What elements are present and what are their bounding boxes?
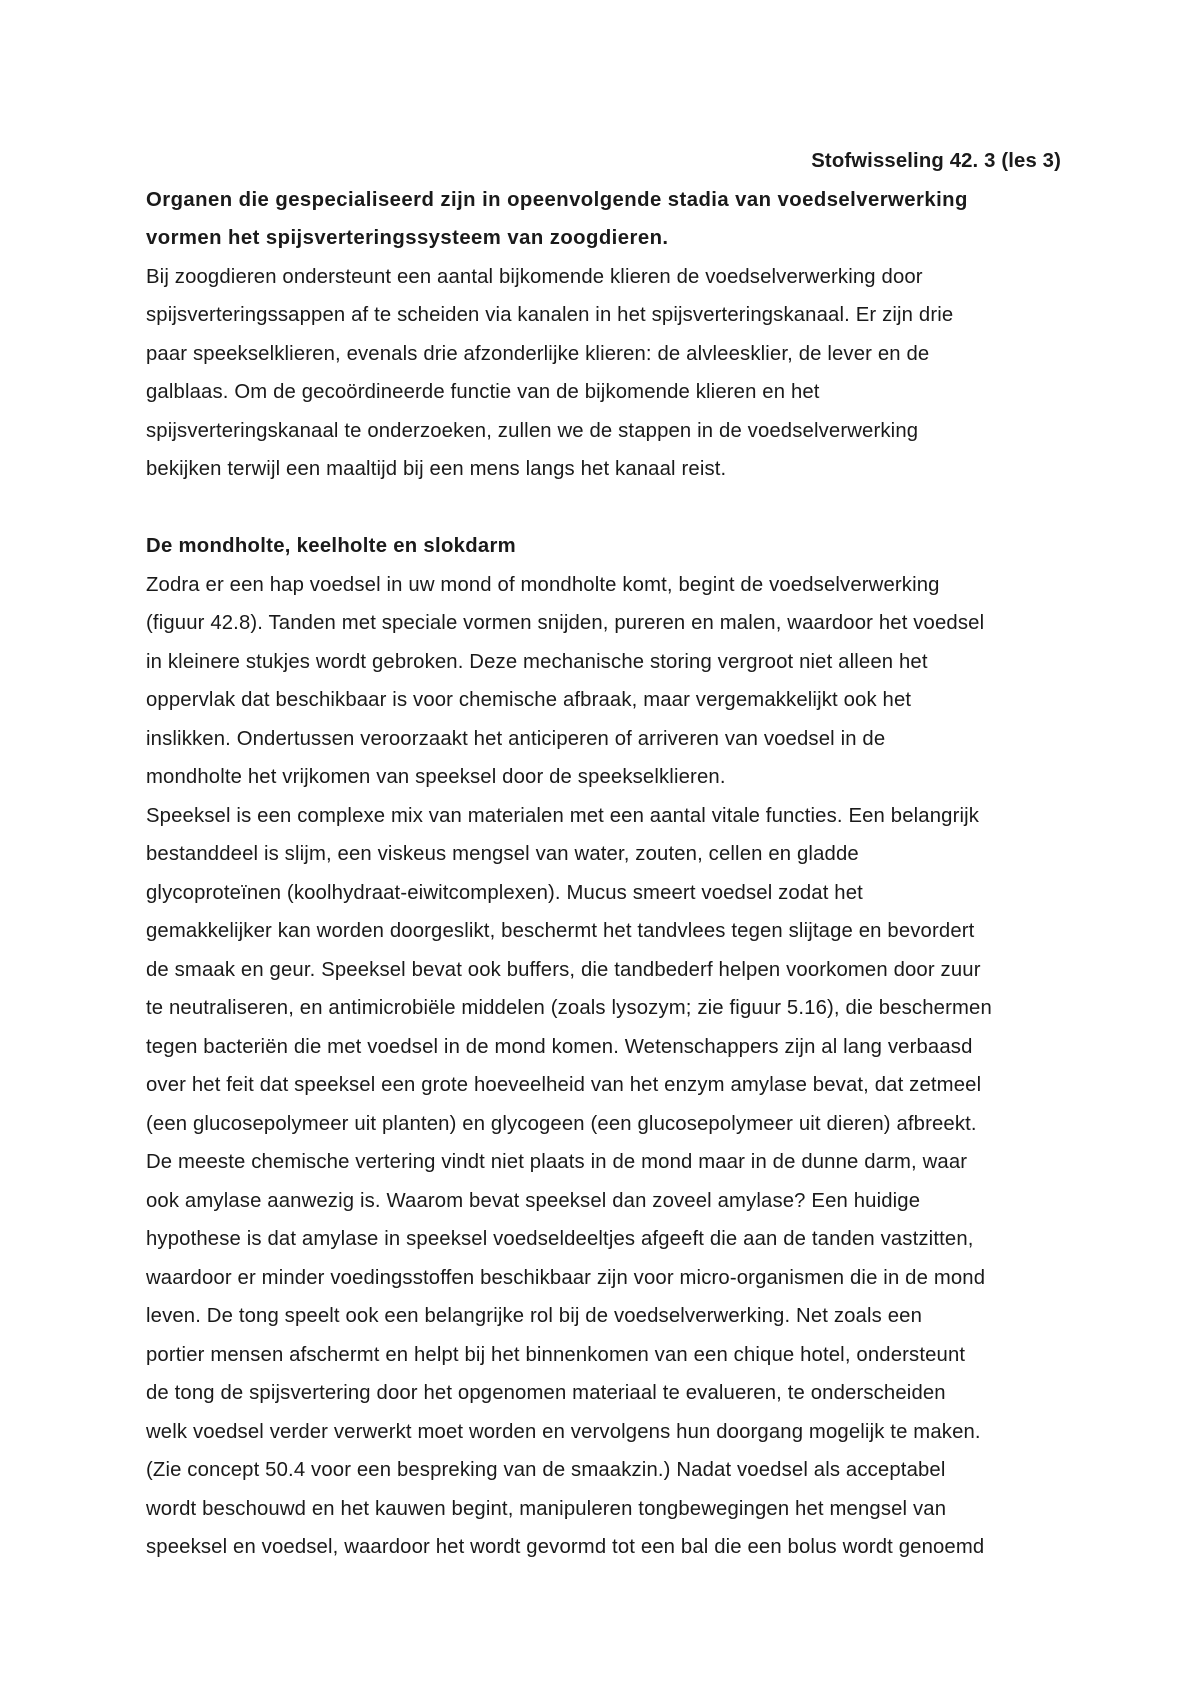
text-line: bestanddeel is slijm, een viskeus mengsel van water, zouten, cellen en gladde	[146, 843, 859, 865]
text-line: (een glucosepolymeer uit planten) en glycogeen (een glucosepolymeer uit dieren) afbreekt.	[146, 1112, 977, 1135]
text-line: de smaak en geur. Speeksel bevat ook buffers, die tandbederf helpen voorkomen door zuur	[146, 958, 981, 981]
text-line: hypothese is dat amylase in speeksel voedseldeeltjes afgeeft die aan de tanden vastzitten,	[146, 1228, 974, 1250]
section-paragraph-1	[146, 566, 1066, 797]
text-line: in kleinere stukjes wordt gebroken. Deze mechanische storing vergroot niet alleen het	[146, 650, 928, 673]
text-line: leven. De tong speelt ook een belangrijke rol bij de voedselverwerking. Net zoals een	[146, 1305, 922, 1327]
document-header: Stofwisseling 42. 3 (les 3)	[811, 150, 1061, 172]
text-line: (figuur 42.8). Tanden met speciale vormen snijden, pureren en malen, waardoor het voedsel	[146, 612, 985, 634]
text-line: gemakkelijker kan worden doorgeslikt, beschermt het tandvlees tegen slijtage en bevordert	[146, 920, 975, 942]
intro-heading-line: Organen die gespecialiseerd zijn in opeenvolgende stadia van voedselverwerking	[146, 188, 968, 211]
text-line: De meeste chemische vertering vindt niet plaats in de mond maar in de dunne darm, waar	[146, 1151, 968, 1173]
text-line: Zodra er een hap voedsel in uw mond of mondholte komt, begint de voedselverwerking	[146, 573, 940, 596]
text-line: oppervlak dat beschikbaar is voor chemische afbraak, maar vergemakkelijkt ook het	[146, 689, 912, 711]
text-line: welk voedsel verder verwerkt moet worden en vervolgens hun doorgang mogelijk te maken.	[146, 1420, 981, 1443]
intro-paragraph	[146, 258, 1066, 489]
section-heading: De mondholte, keelholte en slokdarm	[146, 535, 517, 557]
intro-heading	[146, 181, 1066, 258]
text-line: inslikken. Ondertussen veroorzaakt het anticiperen of arriveren van voedsel in de	[146, 727, 886, 750]
text-line: bekijken terwijl een maaltijd bij een mens langs het kanaal reist.	[146, 458, 727, 480]
text-line: mondholte het vrijkomen van speeksel door de speekselklieren.	[146, 766, 726, 788]
text-line: portier mensen afschermt en helpt bij het binnenkomen van een chique hotel, ondersteunt	[146, 1343, 966, 1366]
text-line: galblaas. Om de gecoördineerde functie van de bijkomende klieren en het	[146, 381, 820, 403]
text-line: over het feit dat speeksel een grote hoeveelheid van het enzym amylase bevat, dat zetmeel	[146, 1074, 982, 1096]
text-line: (Zie concept 50.4 voor een bespreking van de smaakzin.) Nadat voedsel als acceptabel	[146, 1459, 946, 1481]
text-line: tegen bacteriën die met voedsel in de mond komen. Wetenschappers zijn al lang verbaasd	[146, 1035, 973, 1058]
text-line: spijsverteringssappen af te scheiden via kanalen in het spijsverteringskanaal. Er zijn drie	[146, 304, 954, 326]
text-line: spijsverteringskanaal te onderzoeken, zullen we de stappen in de voedselverwerking	[146, 419, 919, 442]
text-line: te neutraliseren, en antimicrobiële middelen (zoals lysozym; zie figuur 5.16), die beschermen	[146, 997, 992, 1019]
section-paragraph-2	[146, 797, 1066, 1567]
text-line: ook amylase aanwezig is. Waarom bevat speeksel dan zoveel amylase? Een huidige	[146, 1189, 921, 1212]
intro-heading-line: vormen het spijsverteringssysteem van zoogdieren.	[146, 227, 669, 249]
text-line: paar speekselklieren, evenals drie afzonderlijke klieren: de alvleesklier, de lever en de	[146, 342, 930, 365]
text-line: speeksel en voedsel, waardoor het wordt gevormd tot een bal die een bolus wordt genoemd	[146, 1536, 985, 1558]
text-line: Speeksel is een complexe mix van materialen met een aantal vitale functies. Een belangrijk	[146, 804, 980, 827]
text-line: de tong de spijsvertering door het opgenomen materiaal te evalueren, te onderscheiden	[146, 1382, 946, 1404]
text-line: glycoproteïnen (koolhydraat-eiwitcomplexen). Mucus smeert voedsel zodat het	[146, 881, 863, 904]
document-page	[146, 142, 1066, 1567]
text-line: wordt beschouwd en het kauwen begint, manipuleren tongbewegingen het mengsel van	[146, 1497, 947, 1520]
text-line: waardoor er minder voedingsstoffen beschikbaar zijn voor micro-organismen die in de mond	[146, 1266, 986, 1289]
text-line: Bij zoogdieren ondersteunt een aantal bijkomende klieren de voedselverwerking door	[146, 265, 923, 288]
